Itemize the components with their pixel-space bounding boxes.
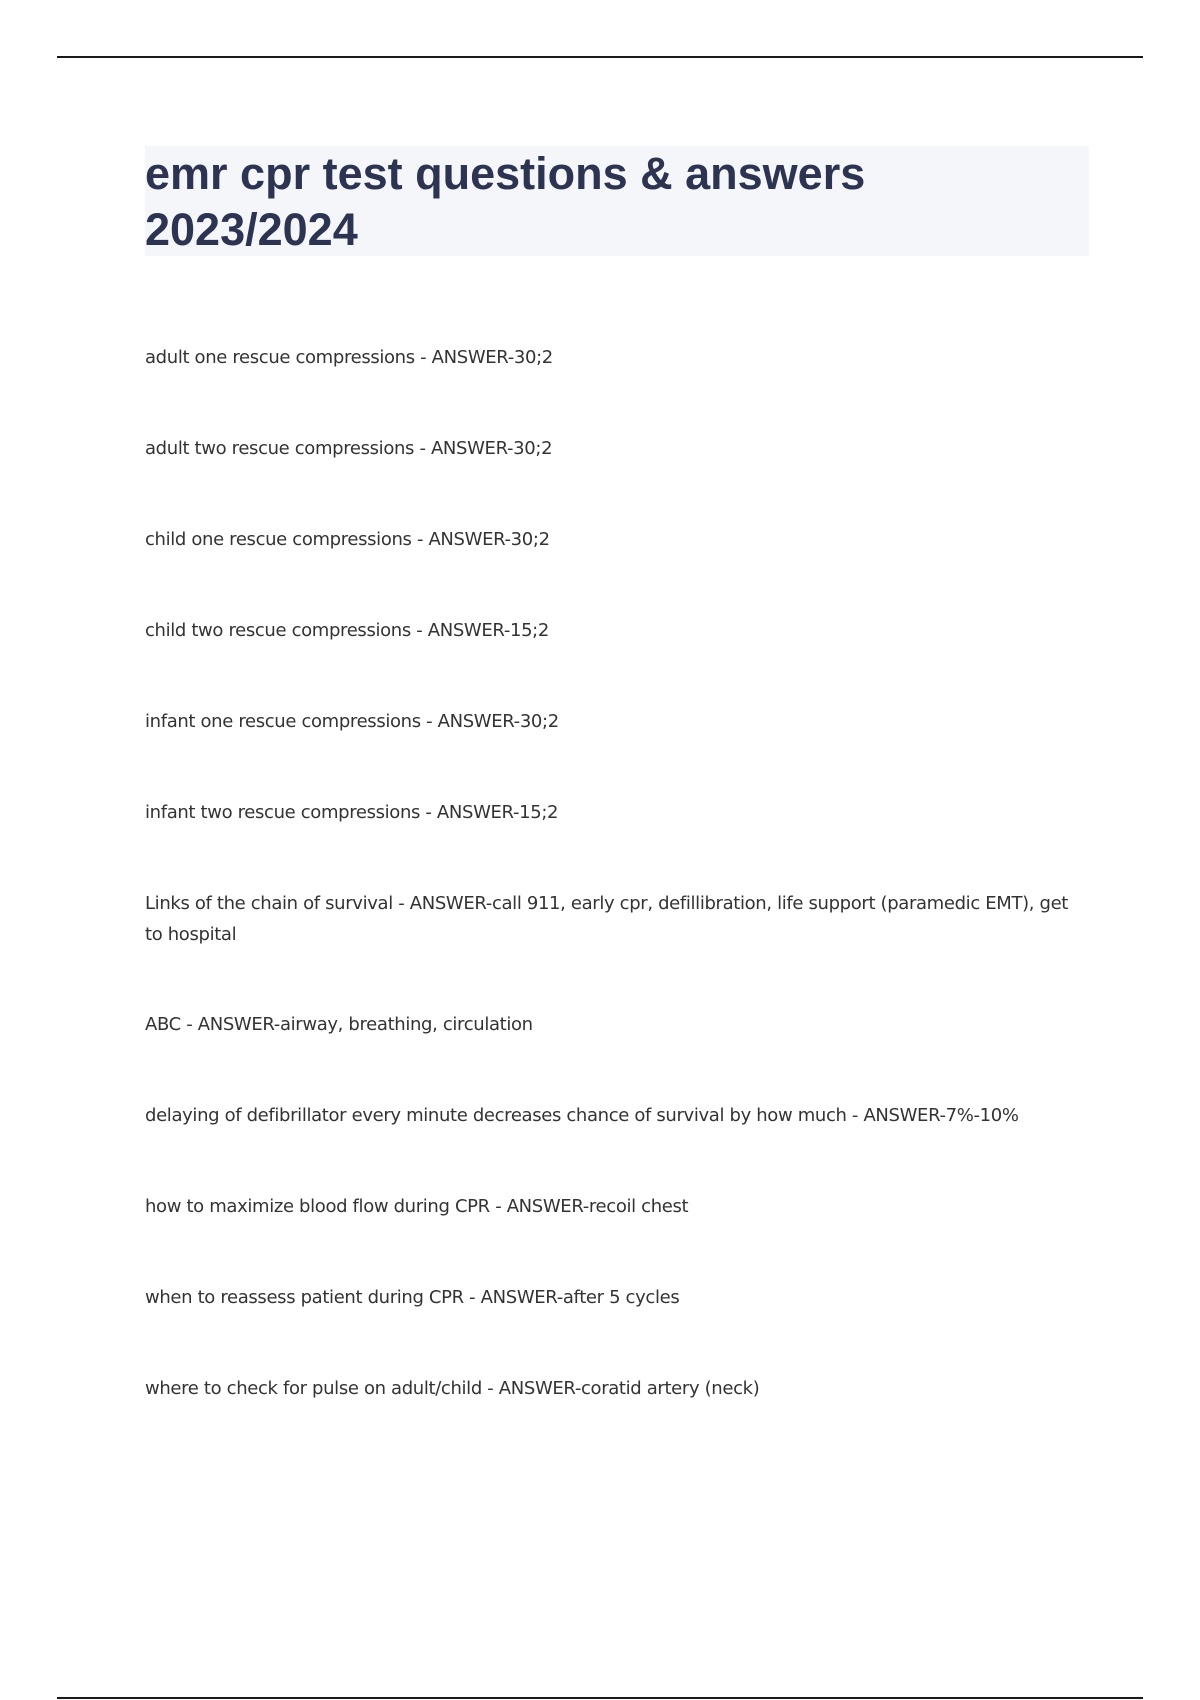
qa-item: when to reassess patient during CPR - ANSWER-after 5 cycles <box>145 1287 680 1308</box>
qa-list <box>145 342 1089 1464</box>
footer-rule <box>57 1697 1143 1699</box>
qa-item: child one rescue compressions - ANSWER-30;2 <box>145 529 550 550</box>
qa-item: ABC - ANSWER-airway, breathing, circulation <box>145 1014 533 1035</box>
qa-item: where to check for pulse on adult/child - ANSWER-coratid artery (neck) <box>145 1378 760 1399</box>
qa-item: delaying of defibrillator every minute decreases chance of survival by how much - ANSWER-7%-10% <box>145 1105 1019 1126</box>
qa-item: infant one rescue compressions - ANSWER-30;2 <box>145 711 559 732</box>
title-banner <box>145 146 1089 256</box>
header-rule <box>57 56 1143 58</box>
qa-item: how to maximize blood flow during CPR - ANSWER-recoil chest <box>145 1196 689 1217</box>
qa-item: infant two rescue compressions - ANSWER-15;2 <box>145 802 559 823</box>
document-title: emr cpr test questions & answers 2023/2024 <box>145 148 866 255</box>
qa-item: child two rescue compressions - ANSWER-15;2 <box>145 620 549 641</box>
qa-item: Links of the chain of survival - ANSWER-call 911, early cpr, defillibration, life support (paramedic EMT), get to hospital <box>145 893 1069 945</box>
qa-item: adult one rescue compressions - ANSWER-30;2 <box>145 347 553 368</box>
qa-item: adult two rescue compressions - ANSWER-30;2 <box>145 438 553 459</box>
